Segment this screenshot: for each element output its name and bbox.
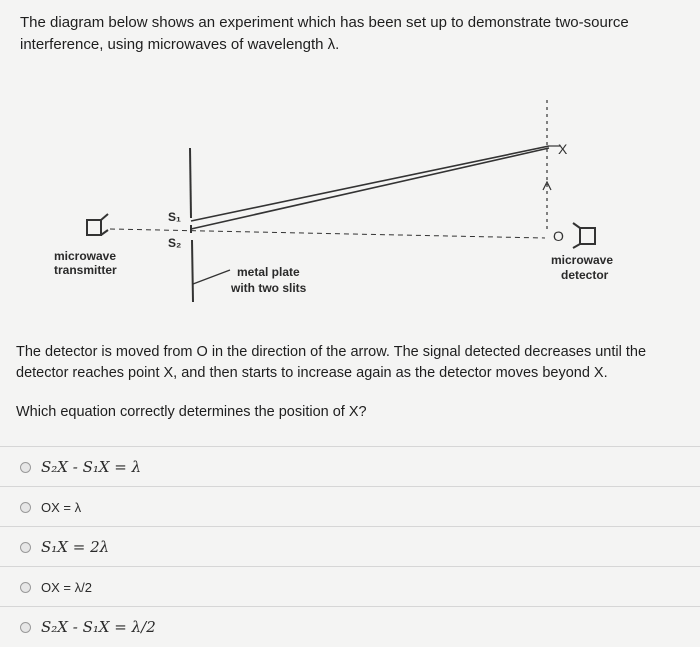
question-prompt: Which equation correctly determines the position of X?	[16, 404, 367, 420]
detector-label-1: microwave	[551, 253, 614, 267]
detector-label-2: detector	[561, 268, 609, 282]
ray-s2-to-x	[191, 148, 549, 229]
transmitter-label-1: microwave	[54, 249, 117, 263]
answer-option-1[interactable]	[0, 446, 700, 487]
answer-option-2[interactable]	[0, 486, 700, 527]
radio-button[interactable]	[20, 622, 31, 633]
plate-label-1: metal plate	[237, 265, 300, 279]
interference-diagram	[0, 80, 700, 330]
radio-button[interactable]	[20, 582, 31, 593]
answer-option-label: OX = λ	[41, 499, 82, 515]
answer-option-3[interactable]	[0, 526, 700, 567]
radio-button[interactable]	[20, 542, 31, 553]
answer-option-label: S₂X - S₁X = λ/2	[41, 618, 156, 636]
answer-option-label: S₂X - S₁X = λ	[41, 458, 142, 476]
answer-option-label: S₁X = 2λ	[41, 538, 110, 556]
transmitter-label-2: transmitter	[54, 263, 117, 277]
experiment-description: The detector is moved from O in the direction of the arrow. The signal detected decreases until the detector reaches point X, and then starts to increase again as the detector moves beyond X.	[16, 344, 647, 381]
slit-s2-label: S₂	[168, 236, 182, 250]
plate-label-2: with two slits	[231, 281, 307, 295]
microwave-transmitter-icon	[87, 214, 108, 235]
answer-option-5[interactable]	[0, 606, 700, 647]
point-x-label: X	[558, 141, 568, 157]
answer-option-4[interactable]	[0, 566, 700, 607]
radio-button[interactable]	[20, 462, 31, 473]
radio-button[interactable]	[20, 502, 31, 513]
slit-s1-label: S₁	[168, 210, 181, 224]
point-o-label: O	[553, 228, 564, 244]
ray-s1-to-x	[191, 146, 549, 221]
microwave-detector-icon	[573, 223, 595, 248]
answer-option-label: OX = λ/2	[41, 579, 92, 595]
question-intro: The diagram below shows an experiment which has been set up to demonstrate two-source interference, using microwaves of wavelength λ.	[20, 14, 629, 53]
